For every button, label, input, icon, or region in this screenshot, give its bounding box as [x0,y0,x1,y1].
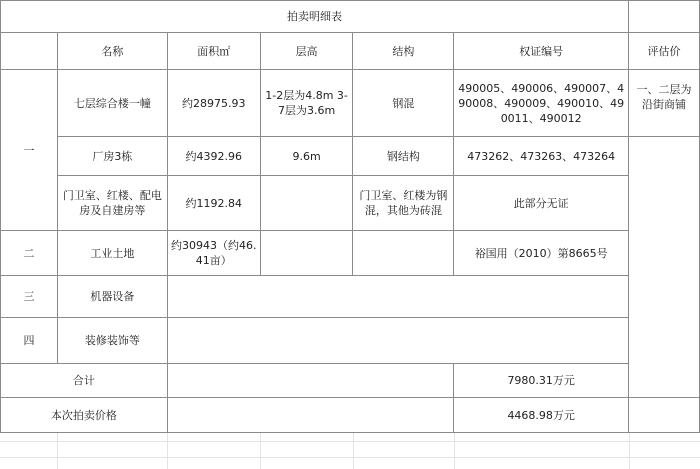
empty-cell [629,398,700,433]
group-label-three: 三 [1,276,58,318]
header-cert: 权证编号 [454,33,629,70]
cell-eval-empty [629,137,700,398]
empty-cell [167,398,454,433]
cell-structure: 钢结构 [353,137,454,176]
cell-name: 机器设备 [57,276,167,318]
cell-floor-height [260,176,353,231]
auction-price-label: 本次拍卖价格 [1,398,168,433]
total-value: 7980.31万元 [454,364,629,398]
cell-name: 厂房3栋 [57,137,167,176]
cell-area: 约4392.96 [167,137,260,176]
cell-structure: 钢混 [353,70,454,137]
empty-cell [167,364,454,398]
cell-eval: 一、二层为沿街商铺 [629,70,700,137]
cell-cert: 裕国用（2010）第8665号 [454,231,629,276]
header-area: 面积㎡ [167,33,260,70]
cell-name: 装修装饰等 [57,318,167,364]
cell-cert: 490005、490006、490007、490008、490009、490010、490011、490012 [454,70,629,137]
header-floor-height: 层高 [260,33,353,70]
table-title: 拍卖明细表 [1,1,629,33]
cell-cert: 此部分无证 [454,176,629,231]
group-label-two: 二 [1,231,58,276]
cell-name: 门卫室、红楼、配电房及自建房等 [57,176,167,231]
cell-name: 工业土地 [57,231,167,276]
header-eval: 评估价 [629,33,700,70]
total-label: 合计 [1,364,168,398]
empty-merged-cell [167,318,628,364]
cell-floor-height: 1-2层为4.8m 3-7层为3.6m [260,70,353,137]
header-structure: 结构 [353,33,454,70]
cell-area: 约30943（约46.41亩） [167,231,260,276]
empty-merged-cell [167,276,628,318]
cell-area: 约28975.93 [167,70,260,137]
cell-floor-height [260,231,353,276]
cell-area: 约1192.84 [167,176,260,231]
empty-cell [629,1,700,33]
cell-structure [353,231,454,276]
cell-name: 七层综合楼一幢 [57,70,167,137]
group-label-four: 四 [1,318,58,364]
cell-structure: 门卫室、红楼为钢混，其他为砖混 [353,176,454,231]
grid-line [0,441,700,442]
group-label-one: 一 [1,70,58,231]
header-index [1,33,58,70]
cell-cert: 473262、473263、473264 [454,137,629,176]
auction-price-value: 4468.98万元 [454,398,629,433]
header-name: 名称 [57,33,167,70]
grid-line [0,457,700,458]
cell-floor-height: 9.6m [260,137,353,176]
